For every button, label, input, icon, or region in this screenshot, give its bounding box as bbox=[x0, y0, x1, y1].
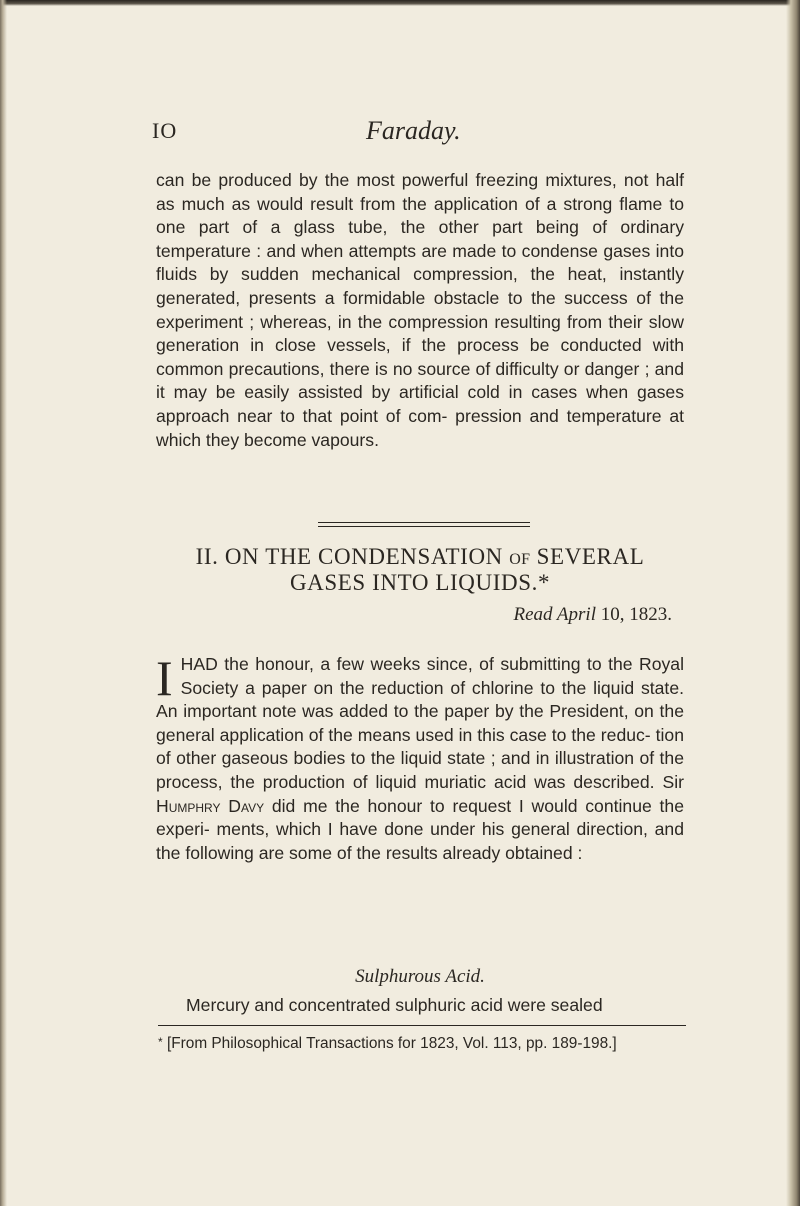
first-word: HAD bbox=[180, 654, 218, 674]
heading-part2: SEVERAL bbox=[536, 544, 645, 569]
paragraph-text-after-name: did me the honour to request I would continue the experi- ments, which I have done under his general direction, and the following are some of the results already obtained : bbox=[156, 795, 684, 863]
paragraph-continued: can be produced by the most powerful freezing mixtures, not half as much as would result from the application of a strong flame to one part of a glass tube, the other part being of ordinary temperature : and when attempts are made to condense gases into fluids by sudden mechanical compression, the heat, instantly generated, presents a formidable obstacle to the success of the experiment ; whereas, in the compression resulting from their slow generation in close vessels, if the process be conducted with common precautions, there is no source of difficulty or danger ; and it may be easily assisted by artificial cold in cases when gases approach near to that point of com- pression and temperature at which they become vapours. bbox=[156, 170, 684, 450]
footnote-text: [From Philosophical Transactions for 1823, Vol. 113, pp. 189-198.] bbox=[166, 1035, 617, 1052]
running-head bbox=[150, 116, 650, 150]
paragraph-text-before-name: the honour, a few weeks since, of submitting to the Royal Society a paper on the reduction of chlorine to the liquid state. An important note was added to the paper by the President, on the general application of the means used in this case to the reduc- tion of other gaseous bodies to the liquid state ; and in illustration of the process, the production of liquid muriatic acid was described. Sir bbox=[156, 654, 684, 792]
subsection-heading: Sulphurous Acid. bbox=[355, 966, 485, 987]
heading-of: OF bbox=[509, 551, 531, 568]
footnote-rule bbox=[158, 1025, 686, 1026]
drop-cap: I bbox=[156, 650, 173, 706]
heading-part1: II. ON THE CONDENSATION bbox=[195, 544, 503, 569]
section-heading-line1 bbox=[156, 544, 684, 570]
divider-rule-top bbox=[318, 522, 530, 523]
read-date-label: Read April bbox=[513, 604, 596, 625]
divider-rule-bottom bbox=[318, 526, 530, 527]
subsection-paragraph: Mercury and concentrated sulphuric acid were sealed bbox=[186, 995, 603, 1015]
scan-top-edge bbox=[0, 0, 800, 6]
scan-right-edge bbox=[786, 0, 800, 1206]
read-date bbox=[513, 604, 672, 626]
running-title: Faraday. bbox=[366, 116, 461, 145]
opening-paragraph bbox=[156, 650, 684, 865]
scan-left-edge bbox=[0, 0, 7, 1206]
page-number: IO bbox=[152, 118, 178, 143]
footnote-marker: * bbox=[158, 1035, 163, 1049]
section-divider bbox=[318, 522, 530, 528]
person-name: Humphry Davy bbox=[156, 795, 265, 816]
read-date-value: 10, 1823. bbox=[600, 604, 672, 625]
footnote bbox=[158, 1032, 698, 1054]
section-heading-line2: GASES INTO LIQUIDS.* bbox=[289, 570, 551, 595]
